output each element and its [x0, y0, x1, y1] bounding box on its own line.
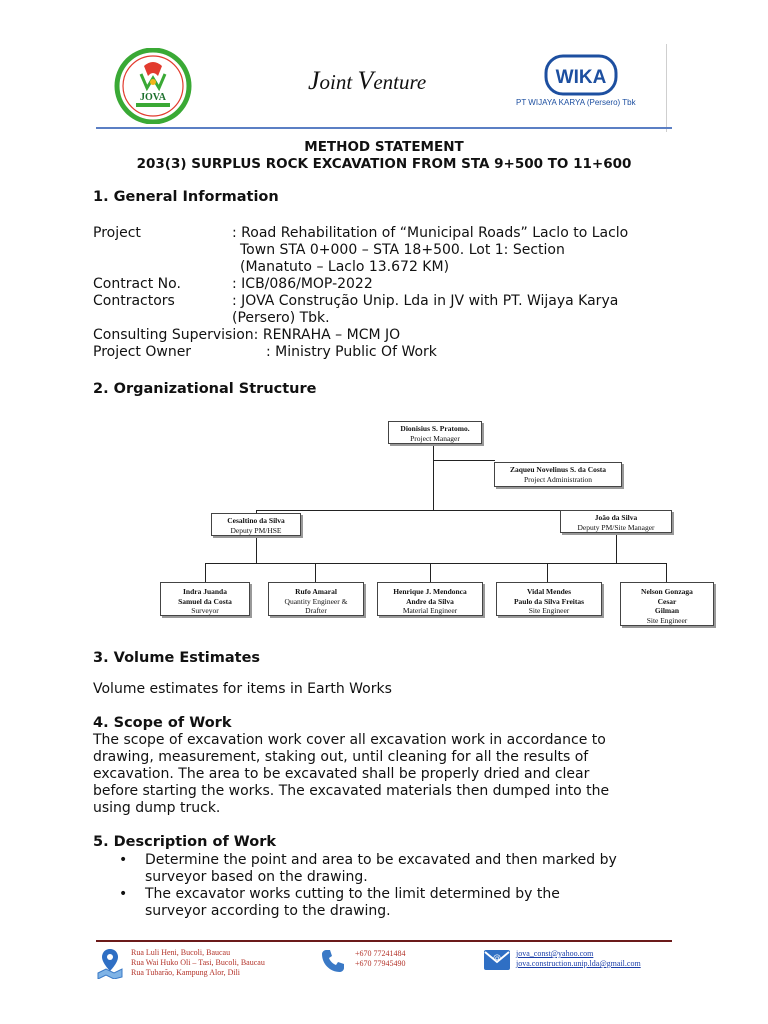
wika-caption: PT WIJAYA KARYA (Persero) Tbk: [516, 98, 636, 107]
phone-icon: [320, 948, 346, 974]
org-line-site-eng2: [666, 563, 667, 582]
owner-label: Project Owner: [93, 344, 192, 360]
org-box-project-manager: Dionisius S. Pratomo. Project Manager: [388, 421, 482, 444]
footer-address-3: Rua Tubarão, Kampung Alor, Dili: [131, 968, 241, 977]
project-value-line2: Town STA 0+000 – STA 18+500. Lot 1: Section: [240, 242, 565, 258]
contractors-label: Contractors: [93, 293, 175, 309]
org-line-site-down: [616, 532, 617, 564]
email-icon: [483, 946, 511, 974]
org-box-site-engineer-1: Vidal Mendes Paulo da Silva Freitas Site Engineer: [496, 582, 602, 616]
project-value-line1: : Road Rehabilitation of “Municipal Roads” Laclo to Laclo: [232, 225, 629, 241]
contract-value: : ICB/086/MOP-2022: [232, 276, 373, 292]
description-bullet-1: • Determine the point and area to be excavated and then marked by surveyor based on the drawing.: [93, 852, 617, 886]
description-bullets: [93, 852, 617, 920]
org-box-site-manager: João da Silva Deputy PM/Site Manager: [560, 510, 672, 533]
scope-line-5: using dump truck.: [93, 800, 221, 816]
jova-logo-text: JOVA: [140, 92, 166, 103]
section-volume-heading: 3. Volume Estimates: [93, 650, 261, 666]
org-line-surveyor: [205, 563, 206, 582]
description-bullet-2: • The excavator works cutting to the limit determined by the surveyor according to the drawing.: [93, 886, 617, 920]
contractors-value-line2: (Persero) Tbk.: [232, 310, 330, 326]
footer-rule: [96, 940, 672, 942]
footer-phone-1: +670 77241484: [355, 949, 406, 958]
contractors-value-line1: : JOVA Construção Unip. Lda in JV with PT. Wijaya Karya: [232, 293, 619, 309]
scope-line-4: before starting the works. The excavated materials then dumped into the: [93, 783, 610, 799]
header-divider-vertical: [666, 44, 667, 132]
section-scope-heading: 4. Scope of Work: [93, 715, 232, 731]
footer-email-2[interactable]: jova.construction.unip.lda@gmail.com: [516, 959, 641, 968]
owner-value: : Ministry Public Of Work: [266, 344, 437, 360]
section-org-heading: 2. Organizational Structure: [93, 381, 317, 397]
org-line-material: [430, 563, 431, 582]
footer-email-1[interactable]: jova_const@yahoo.com: [516, 949, 594, 958]
document-subtitle: 203(3) SURPLUS ROCK EXCAVATION FROM STA 9+500 TO 11+600: [136, 156, 632, 172]
org-box-site-engineer-2: Nelson Gonzaga Cesar Gilman Site Engineer: [620, 582, 714, 626]
org-box-deputy-hse: Cesaltino da Silva Deputy PM/HSE: [211, 513, 301, 536]
org-box-quantity-engineer: Rufo Amaral Quantity Engineer & Drafter: [268, 582, 364, 616]
wika-logo-text: WIKA: [555, 67, 607, 88]
org-line-staff: [205, 563, 667, 564]
org-box-material-engineer: Henrique J. Mendonca Andre da Silva Material Engineer: [377, 582, 483, 616]
footer-address-1: Rua Luli Heni, Bucoli, Baucau: [131, 948, 231, 957]
scope-line-3: excavation. The area to be excavated shall be properly dried and clear: [93, 766, 590, 782]
consulting-line: Consulting Supervision: RENRAHA – MCM JO: [93, 327, 401, 343]
svg-text:@: @: [493, 953, 501, 962]
section-description-heading: 5. Description of Work: [93, 834, 277, 850]
scope-line-2: drawing, measurement, staking out, until cleaning for all the results of: [93, 749, 589, 765]
org-line-hse-down: [256, 534, 257, 564]
footer-address-2: Rua Wai Huko Oli – Tasi, Bucoli, Baucau: [131, 958, 265, 967]
volume-text: Volume estimates for items in Earth Works: [93, 681, 392, 697]
section-general-heading: 1. General Information: [93, 189, 279, 205]
scope-line-1: The scope of excavation work cover all excavation work in accordance to: [93, 732, 606, 748]
wika-logo: [544, 54, 618, 96]
jova-logo: [114, 48, 192, 124]
org-line-admin: [433, 460, 495, 461]
org-line-qs: [315, 563, 316, 582]
contract-label: Contract No.: [93, 276, 181, 292]
org-line-pm-down: [433, 444, 434, 511]
footer-phone-2: +670 77945490: [355, 959, 406, 968]
joint-venture-title: Joint Venture: [308, 66, 427, 95]
map-pin-icon: [96, 947, 124, 979]
project-label: Project: [93, 225, 141, 241]
org-line-site-eng1: [547, 563, 548, 582]
org-box-surveyor: Indra Juanda Samuel da Costa Surveyor: [160, 582, 250, 616]
document-title: METHOD STATEMENT: [304, 139, 464, 155]
header-rule: [96, 127, 672, 129]
org-box-project-admin: Zaqueu Novelinus S. da Costa Project Administration: [494, 462, 622, 487]
project-value-line3: (Manatuto – Laclo 13.672 KM): [240, 259, 450, 275]
